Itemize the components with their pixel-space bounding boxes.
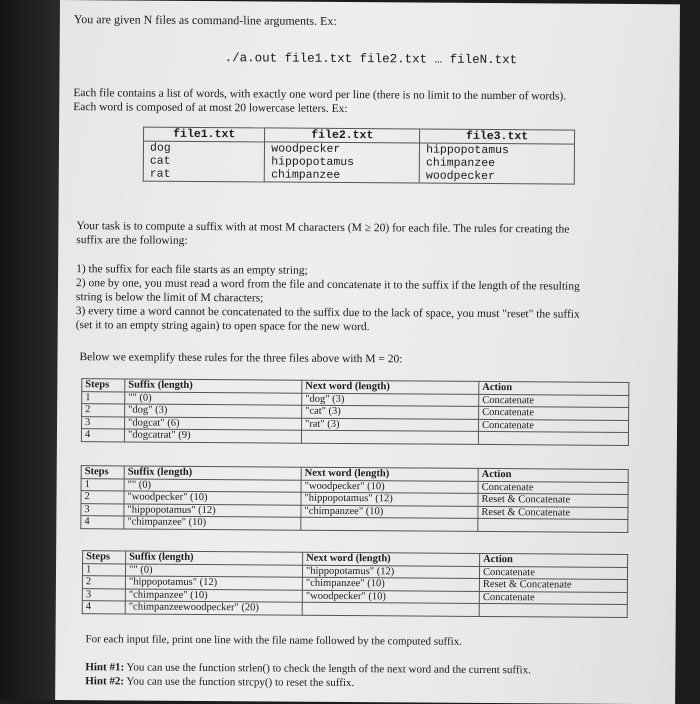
description-line-2: Each word is composed of at most 20 lowercase letters. Ex: [73,101,348,116]
hint-2-label: Hint #2: [85,675,125,688]
action-value: Concatenate [478,481,628,495]
suffix-value: "hippopotamus" (12) [124,503,301,517]
next-word-value: "woodpecker" (10) [301,480,478,494]
file2-contents [265,142,420,183]
step-number: 4 [82,601,125,614]
action-value: Reset & Concatenate [478,506,628,520]
rule-3b: (set it to an empty string again) to open space for the new word. [75,319,370,334]
description-line-1: Each file contains a list of words, with exactly one word per line (there is no limit to the number of words). [73,87,567,103]
word: chimpanzee [271,168,341,182]
step-number: 3 [82,416,125,429]
action-header: Action [480,553,628,567]
output-instruction: For each input file, print one line with the file name followed by the computed suffix. [85,633,463,648]
intro-text: You are given N files as command-line arguments. Ex: [73,12,337,28]
suffix-header: Suffix (length) [126,551,303,565]
rule-2b: string is below the limit of M characters; [75,291,264,305]
next-word-value: "chimpanzee" (10) [301,505,478,519]
action-value: Concatenate [479,591,627,605]
hint-2-text: You can use the function strcpy() to reset the suffix. [126,675,355,690]
next-word-header: Next word (length) [302,380,479,394]
suffix-value: "hippopotamus" (12) [125,576,302,590]
table-row [81,429,628,445]
next-word-value: "rat" (3) [302,418,479,432]
next-word-value [301,517,478,531]
word: rat [149,167,171,181]
paper-page [55,0,680,704]
steps-table-3 [82,550,628,617]
next-word-header: Next word (length) [303,552,480,566]
next-word-value: "hippopotamus" (12) [301,492,478,506]
next-word-value: "dog" (3) [302,393,479,407]
action-value: Concatenate [479,406,629,420]
step-number: 4 [81,429,124,442]
hint-1-text: You can use the function strlen() to check the length of the next word and the current suffix. [126,661,531,677]
file1-contents [143,141,265,182]
action-value: Reset & Concatenate [478,493,628,507]
step-number: 4 [81,516,124,529]
suffix-value: "dogcat" (6) [125,416,302,430]
suffix-value: "woodpecker" (10) [124,491,301,505]
word: hippopotamus [271,155,355,170]
step-number: 2 [81,491,124,504]
rule-2a: 2) one by one, you must read a word from the file and concatenate it to the suffix if the length of the resulting [75,277,580,293]
steps-table-2 [80,465,628,532]
task-line-2: suffix are the following: [76,234,188,247]
next-word-value [301,430,478,444]
suffix-value: "" (0) [125,391,302,405]
word: chimpanzee [425,156,496,171]
suffix-value: "" (0) [125,563,302,577]
word: woodpecker [425,169,496,184]
suffix-value: "" (0) [124,478,301,492]
action-header: Action [479,381,629,395]
suffix-value: "chimpanzee" (10) [124,516,301,530]
files-example-table [143,127,575,185]
action-value: Concatenate [479,394,629,408]
action-value: Reset & Concatenate [479,578,627,592]
steps-header: Steps [82,379,125,392]
step-number: 3 [81,503,124,516]
file2-header: file2.txt [265,128,420,143]
rule-1: 1) the suffix for each file starts as an empty string; [76,263,308,277]
action-value: Concatenate [478,419,628,433]
file3-header: file3.txt [420,129,575,144]
hint-1-label: Hint #1: [85,661,125,674]
example-intro: Below we exemplify these rules for the three files above with M = 20: [79,351,403,366]
word: hippopotamus [426,143,510,158]
word: cat [149,154,171,168]
next-word-value: "hippopotamus" (12) [302,565,479,579]
action-value [479,603,627,617]
file1-header: file1.txt [144,127,265,142]
table-row [82,601,627,617]
step-number: 1 [82,391,125,404]
steps-header: Steps [83,551,126,564]
next-word-value: "cat" (3) [302,405,479,419]
word: dog [149,141,171,155]
step-number: 1 [81,478,124,491]
action-header: Action [478,468,628,482]
step-number: 1 [82,563,125,576]
rule-3a: 3) every time a word cannot be concatenated to the suffix due to the lack of space, you must "reset" the suffix [75,305,580,321]
step-number: 3 [82,588,125,601]
next-word-header: Next word (length) [301,467,478,481]
steps-header: Steps [81,466,124,479]
action-value: Concatenate [479,566,627,580]
next-word-value [302,602,479,616]
word: woodpecker [271,142,341,156]
suffix-header: Suffix (length) [124,466,301,480]
hint-2 [85,674,354,690]
action-value [478,431,628,445]
suffix-value: "dogcatrat" (9) [124,429,301,443]
action-value [478,518,628,532]
suffix-value: "dog" (3) [125,404,302,418]
next-word-value: "chimpanzee" (10) [302,577,479,591]
command-example: ./a.out file1.txt file2.txt … fileN.txt [224,51,518,68]
step-number: 2 [82,576,125,589]
suffix-header: Suffix (length) [125,379,302,393]
file3-contents [419,143,574,184]
next-word-value: "woodpecker" (10) [302,590,479,604]
dark-background [0,0,60,700]
suffix-value: "chimpanzee" (10) [125,588,302,602]
steps-table-1 [81,378,629,445]
suffix-value: "chimpanzeewoodpecker" (20) [125,601,302,615]
step-number: 2 [82,404,125,417]
task-line-1: Your task is to compute a suffix with at most M characters (M ≥ 20) for each file. The rules for creating the [76,220,570,236]
